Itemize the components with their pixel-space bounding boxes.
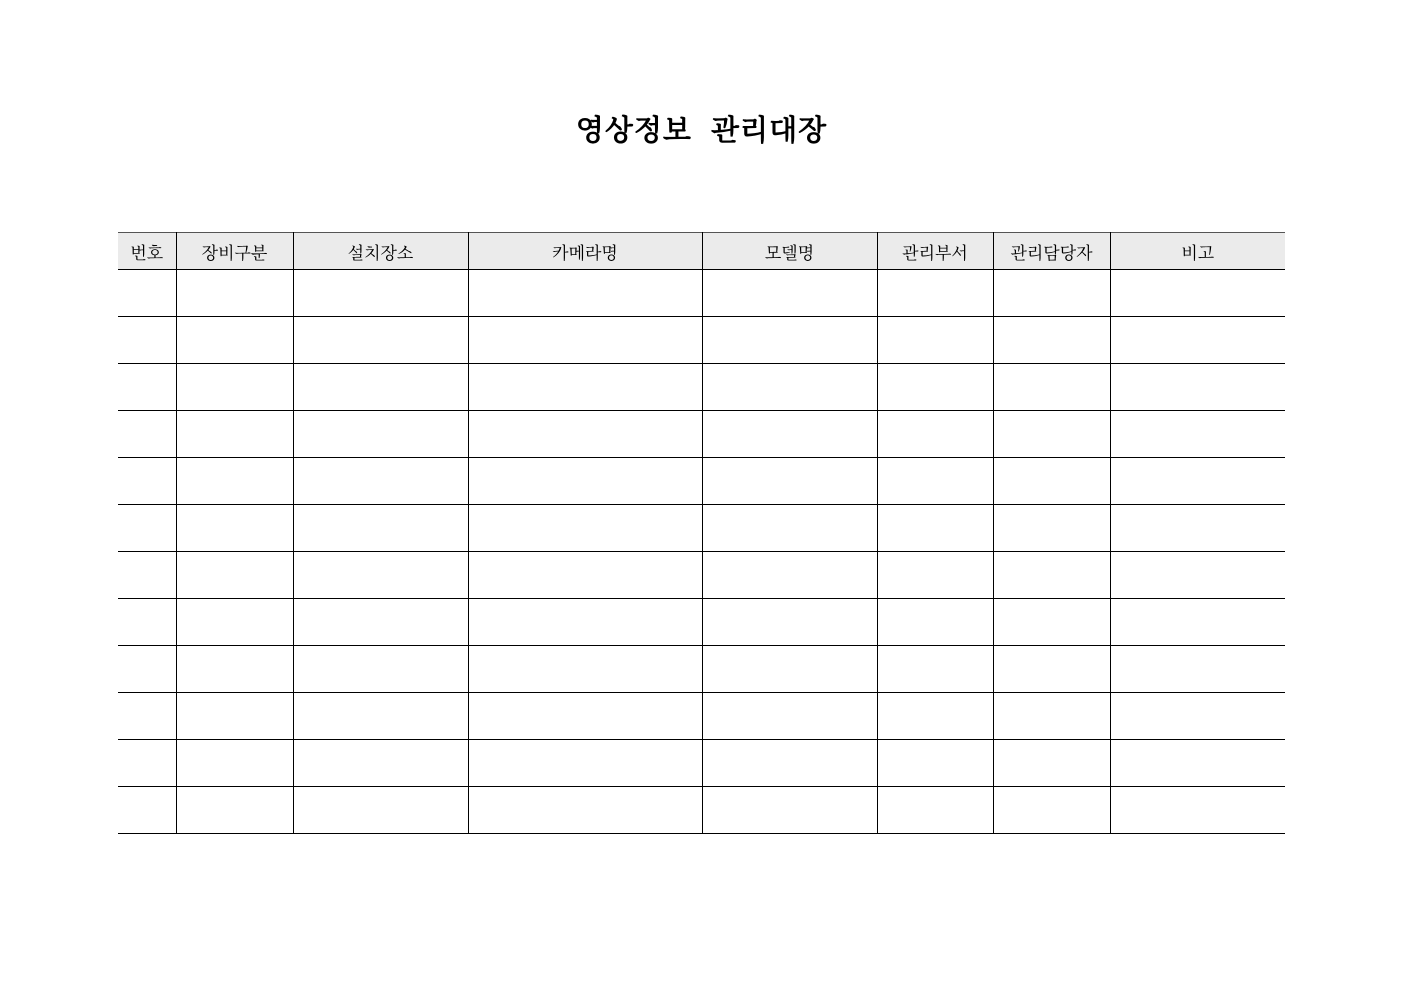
cell-equipment-type[interactable] (176, 411, 293, 458)
cell-department[interactable] (877, 552, 993, 599)
cell-install-location[interactable] (293, 693, 468, 740)
table-row (118, 364, 1285, 411)
cell-camera-name[interactable] (468, 646, 702, 693)
cell-remarks[interactable] (1110, 411, 1285, 458)
table-row (118, 505, 1285, 552)
table-row (118, 552, 1285, 599)
cell-remarks[interactable] (1110, 364, 1285, 411)
register-table (118, 232, 1285, 834)
cell-model-name[interactable] (702, 646, 877, 693)
cell-model-name[interactable] (702, 787, 877, 834)
cell-install-location[interactable] (293, 411, 468, 458)
cell-manager[interactable] (993, 364, 1110, 411)
column-header-model-name: 모델명 (702, 233, 877, 270)
cell-model-name[interactable] (702, 411, 877, 458)
cell-manager[interactable] (993, 317, 1110, 364)
cell-remarks[interactable] (1110, 646, 1285, 693)
cell-camera-name[interactable] (468, 505, 702, 552)
column-header-remarks: 비고 (1110, 233, 1285, 270)
cell-number[interactable] (118, 364, 176, 411)
cell-remarks[interactable] (1110, 740, 1285, 787)
cell-camera-name[interactable] (468, 270, 702, 317)
cell-camera-name[interactable] (468, 599, 702, 646)
cell-equipment-type[interactable] (176, 505, 293, 552)
cell-remarks[interactable] (1110, 317, 1285, 364)
cell-manager[interactable] (993, 552, 1110, 599)
cell-department[interactable] (877, 411, 993, 458)
cell-camera-name[interactable] (468, 693, 702, 740)
cell-install-location[interactable] (293, 270, 468, 317)
cell-number[interactable] (118, 270, 176, 317)
column-header-equipment-type: 장비구분 (176, 233, 293, 270)
cell-camera-name[interactable] (468, 740, 702, 787)
cell-remarks[interactable] (1110, 693, 1285, 740)
cell-department[interactable] (877, 646, 993, 693)
cell-department[interactable] (877, 693, 993, 740)
table-row (118, 787, 1285, 834)
cell-number[interactable] (118, 458, 176, 505)
cell-manager[interactable] (993, 458, 1110, 505)
cell-manager[interactable] (993, 787, 1110, 834)
cell-model-name[interactable] (702, 505, 877, 552)
cell-number[interactable] (118, 693, 176, 740)
cell-install-location[interactable] (293, 458, 468, 505)
table-row (118, 599, 1285, 646)
cell-equipment-type[interactable] (176, 364, 293, 411)
cell-number[interactable] (118, 552, 176, 599)
cell-department[interactable] (877, 740, 993, 787)
cell-number[interactable] (118, 787, 176, 834)
column-header-manager: 관리담당자 (993, 233, 1110, 270)
cell-equipment-type[interactable] (176, 270, 293, 317)
cell-department[interactable] (877, 505, 993, 552)
cell-model-name[interactable] (702, 740, 877, 787)
cell-number[interactable] (118, 740, 176, 787)
cell-install-location[interactable] (293, 364, 468, 411)
cell-equipment-type[interactable] (176, 458, 293, 505)
cell-model-name[interactable] (702, 458, 877, 505)
cell-install-location[interactable] (293, 740, 468, 787)
cell-remarks[interactable] (1110, 458, 1285, 505)
cell-department[interactable] (877, 599, 993, 646)
cell-number[interactable] (118, 505, 176, 552)
table-row (118, 270, 1285, 317)
cell-camera-name[interactable] (468, 411, 702, 458)
cell-model-name[interactable] (702, 552, 877, 599)
cell-equipment-type[interactable] (176, 552, 293, 599)
cell-camera-name[interactable] (468, 458, 702, 505)
cell-camera-name[interactable] (468, 317, 702, 364)
cell-equipment-type[interactable] (176, 693, 293, 740)
cell-remarks[interactable] (1110, 599, 1285, 646)
cell-remarks[interactable] (1110, 552, 1285, 599)
table-row (118, 693, 1285, 740)
cell-number[interactable] (118, 646, 176, 693)
column-header-install-location: 설치장소 (293, 233, 468, 270)
table-body (118, 270, 1285, 834)
cell-camera-name[interactable] (468, 787, 702, 834)
cell-camera-name[interactable] (468, 552, 702, 599)
cell-manager[interactable] (993, 693, 1110, 740)
column-header-number: 번호 (118, 233, 176, 270)
cell-remarks[interactable] (1110, 787, 1285, 834)
cell-remarks[interactable] (1110, 270, 1285, 317)
cell-remarks[interactable] (1110, 505, 1285, 552)
cell-number[interactable] (118, 317, 176, 364)
page-title: 영상정보 관리대장 (575, 113, 828, 147)
cell-department[interactable] (877, 458, 993, 505)
cell-manager[interactable] (993, 599, 1110, 646)
table-row (118, 458, 1285, 505)
cell-manager[interactable] (993, 646, 1110, 693)
cell-equipment-type[interactable] (176, 740, 293, 787)
column-header-camera-name: 카메라명 (468, 233, 702, 270)
table-row (118, 646, 1285, 693)
header-row (118, 233, 1285, 270)
column-header-department: 관리부서 (877, 233, 993, 270)
cell-install-location[interactable] (293, 317, 468, 364)
cell-model-name[interactable] (702, 364, 877, 411)
cell-install-location[interactable] (293, 599, 468, 646)
table-row (118, 317, 1285, 364)
cell-equipment-type[interactable] (176, 599, 293, 646)
cell-model-name[interactable] (702, 693, 877, 740)
cell-equipment-type[interactable] (176, 317, 293, 364)
cell-model-name[interactable] (702, 270, 877, 317)
table-row (118, 740, 1285, 787)
cell-install-location[interactable] (293, 505, 468, 552)
cell-department[interactable] (877, 787, 993, 834)
cell-model-name[interactable] (702, 317, 877, 364)
cell-manager[interactable] (993, 505, 1110, 552)
cell-number[interactable] (118, 599, 176, 646)
cell-install-location[interactable] (293, 787, 468, 834)
cell-equipment-type[interactable] (176, 646, 293, 693)
table-row (118, 411, 1285, 458)
cell-department[interactable] (877, 317, 993, 364)
cell-equipment-type[interactable] (176, 787, 293, 834)
cell-model-name[interactable] (702, 599, 877, 646)
cell-install-location[interactable] (293, 552, 468, 599)
cell-number[interactable] (118, 411, 176, 458)
cell-manager[interactable] (993, 270, 1110, 317)
cell-manager[interactable] (993, 411, 1110, 458)
cell-department[interactable] (877, 270, 993, 317)
cell-manager[interactable] (993, 740, 1110, 787)
cell-department[interactable] (877, 364, 993, 411)
cell-camera-name[interactable] (468, 364, 702, 411)
cell-install-location[interactable] (293, 646, 468, 693)
